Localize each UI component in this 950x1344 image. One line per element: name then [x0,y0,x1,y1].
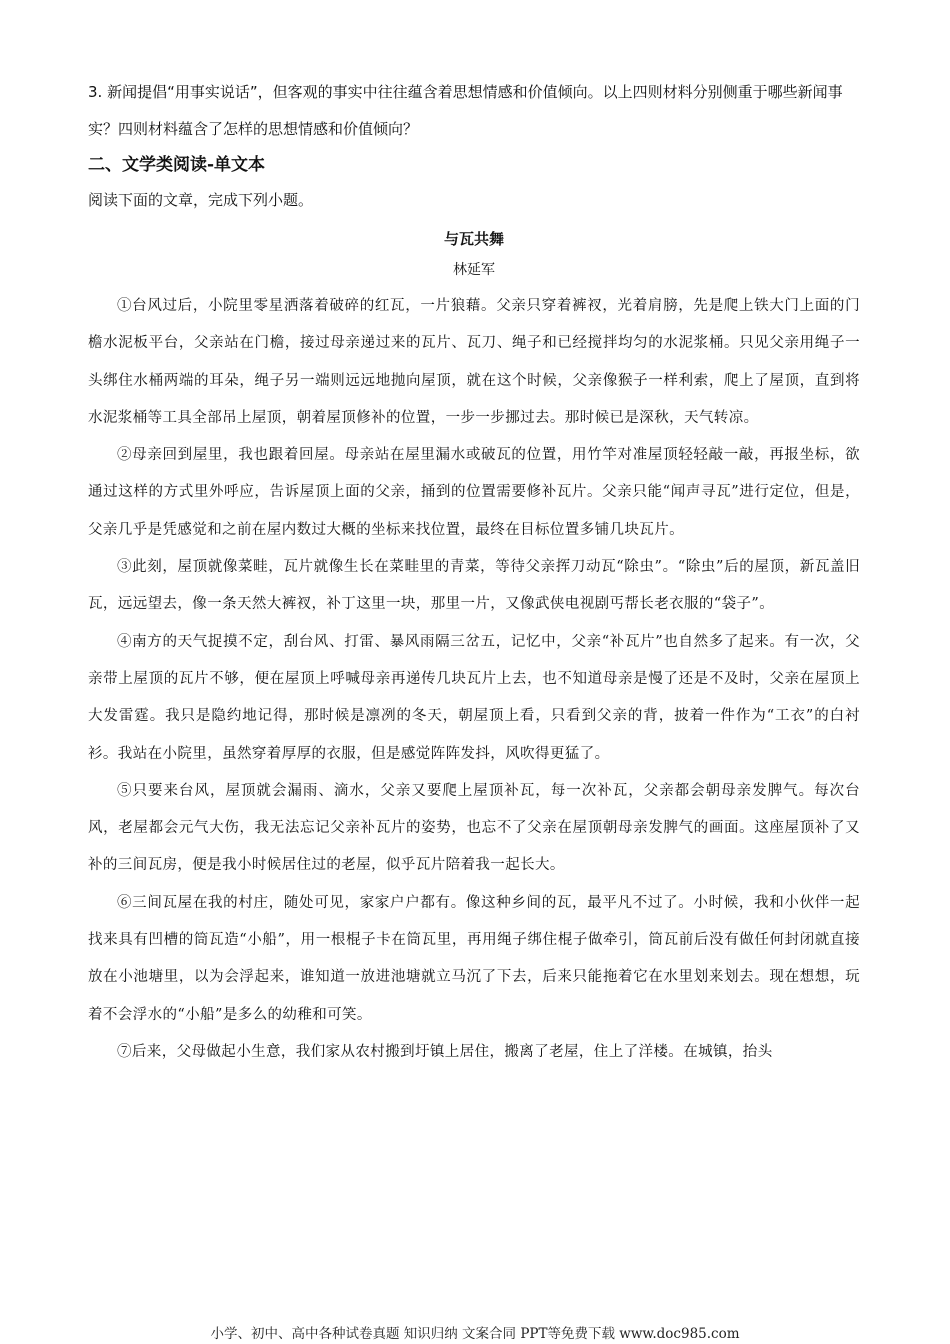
article-author: 林延军 [453,262,495,278]
article-paragraph-6: ⑥三间瓦屋在我的村庄，随处可见，家家户户都有。像这种乡间的瓦，最平凡不过了。小时候，我和小伙伴一起找来具有凹槽的筒瓦造“小船”，用一根棍子卡在筒瓦里，再用绳子绑住棍子做牵引，筒瓦前后没有做任何封闭就直接放在小池塘里，以为会浮起来，谁知道一放进池塘就立马沉了下去，后来只能拖着它在水里划来划去。现在想想，玩着不会浮水的“小船”是多么的幼稚和可笑。 [88,894,860,1023]
document-page [88,74,860,1071]
article-title: 与瓦共舞 [443,230,504,248]
article-paragraph-2: ②母亲回到屋里，我也跟着回屋。母亲站在屋里漏水或破瓦的位置，用竹竿对准屋顶轻轻敲一敲，再报坐标，欲通过这样的方式里外呼应，告诉屋顶上面的父亲，捅到的位置需要修补瓦片。父亲只能“闻声寻瓦”进行定位，但是，父亲几乎是凭感觉和之前在屋内数过大概的坐标来找位置，最终在目标位置多铺几块瓦片。 [88,447,860,538]
section-heading: 二、文学类阅读-单文本 [88,155,266,175]
article-paragraph-4: ④南方的天气捉摸不定，刮台风、打雷、暴风雨隔三岔五，记忆中，父亲“补瓦片”也自然多了起来。有一次，父亲带上屋顶的瓦片不够，便在屋顶上呼喊母亲再递传几块瓦片上去，也不知道母亲是慢了还是不及时，父亲在屋顶上大发雷霆。我只是隐约地记得，那时候是凛冽的冬天，朝屋顶上看，只看到父亲的背，披着一件作为“工衣”的白衬衫。我站在小院里，虽然穿着厚厚的衣服，但是感觉阵阵发抖，风吹得更猛了。 [88,633,860,762]
article-paragraph-1: ①台风过后，小院里零星洒落着破碎的红瓦，一片狼藉。父亲只穿着裤衩，光着肩膀，先是爬上铁大门上面的门檐水泥板平台，父亲站在门檐，接过母亲递过来的瓦片、瓦刀、绳子和已经搅拌均匀的水泥浆桶。只见父亲用绳子一头绑住水桶两端的耳朵，绳子另一端则远远地抛向屋顶，就在这个时候，父亲像猴子一样利索，爬上了屋顶，直到将水泥浆桶等工具全部吊上屋顶，朝着屋顶修补的位置，一步一步挪过去。那时候已是深秋，天气转凉。 [88,298,860,426]
article-paragraph-7: ⑦后来，父母做起小生意，我们家从农村搬到圩镇上居住，搬离了老屋，住上了洋楼。在城镇，抬头 [117,1043,773,1060]
article-paragraph-3: ③此刻，屋顶就像菜畦，瓦片就像生长在菜畦里的青菜，等待父亲挥刀动瓦“除虫”。“除虫”后的屋顶，新瓦盖旧瓦，远远望去，像一条天然大裤衩，补丁这里一块，那里一片，又像武侠电视剧丐帮长老衣服的“袋子”。 [88,559,860,613]
article-paragraph-5: ⑤只要来台风，屋顶就会漏雨、滴水，父亲又要爬上屋顶补瓦，每一次补瓦，父亲都会朝母亲发脾气。每次台风，老屋都会元气大伤，我无法忘记父亲补瓦片的姿势，也忘不了父亲在屋顶朝母亲发脾气的画面。这座屋顶补了又补的三间瓦房，便是我小时候居住过的老屋，似乎瓦片陪着我一起长大。 [88,782,860,874]
reading-instruction: 阅读下面的文章，完成下列小题。 [88,191,314,209]
question-3: 3. 新闻提倡“用事实说话”，但客观的事实中往往蕴含着思想情感和价值倾向。以上四则材料分别侧重于哪些新闻事实？四则材料蕴含了怎样的思想情感和价值倾向？ [88,83,843,138]
page-footer: 小学、初中、高中各种试卷真题 知识归纳 文案合同 PPT等免费下载 www.doc985.com [210,1326,740,1342]
